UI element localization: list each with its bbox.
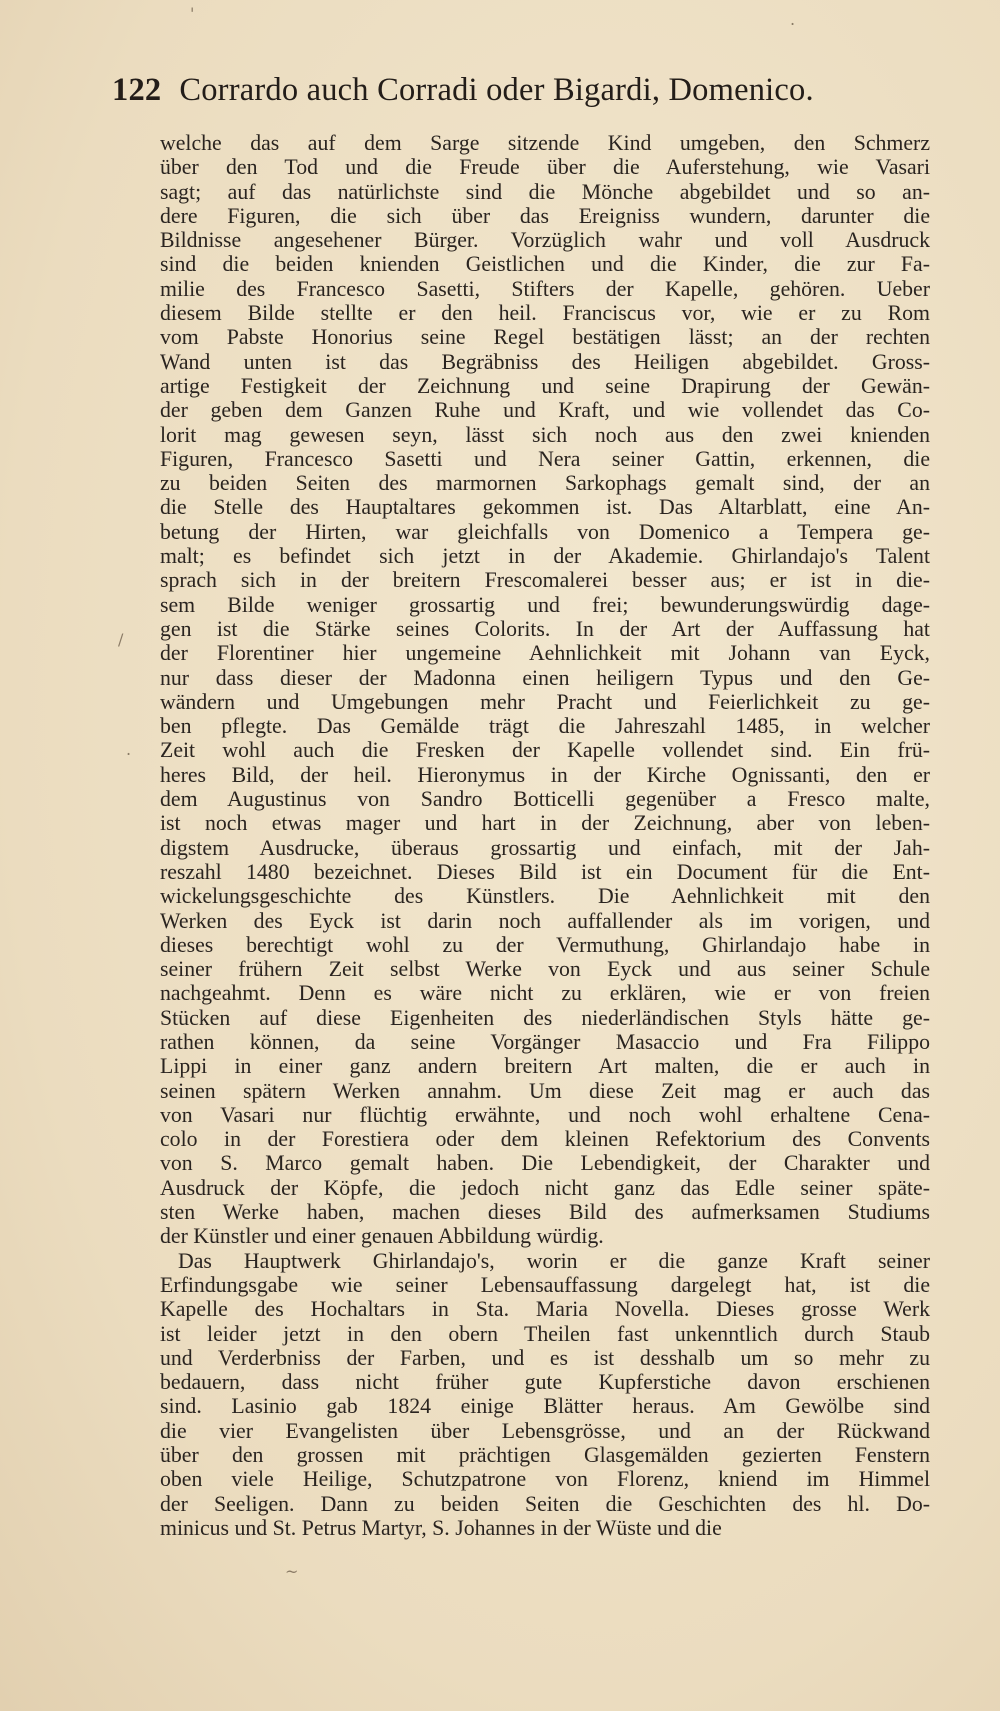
text-line: von S. Marco gemalt haben. Die Lebendigkeit, der Charakter und <box>160 1151 930 1176</box>
page-speck: ' <box>190 4 195 23</box>
text-line: sagt; auf das natürlichste sind die Mönche abgebildet und so an- <box>160 179 930 204</box>
text-line: sprach sich in der breitern Frescomalerei besser aus; er ist in die- <box>160 568 930 593</box>
text-line: sind. Lasinio gab 1824 einige Blätter heraus. Am Gewölbe sind <box>160 1394 930 1419</box>
page-speck: . <box>790 10 796 29</box>
body-text <box>160 131 930 1540</box>
text-line: ben pflegte. Das Gemälde trägt die Jahreszahl 1485, in welcher <box>160 714 930 739</box>
text-line: Stücken auf diese Eigenheiten des niederländischen Styls hätte ge- <box>160 1005 930 1030</box>
text-line: dieses berechtigt wohl zu der Vermuthung, Ghirlandajo habe in <box>160 932 930 957</box>
text-line: Kapelle des Hochaltars in Sta. Maria Novella. Dieses grosse Werk <box>160 1297 930 1322</box>
text-line: Wand unten ist das Begräbniss des Heiligen abgebildet. Gross- <box>160 349 930 374</box>
text-line: über den grossen mit prächtigen Glasgemälden gezierten Fenstern <box>160 1443 930 1468</box>
text-line: gen ist die Stärke seines Colorits. In der Art der Auffassung hat <box>160 616 930 641</box>
text-line: sind die beiden knienden Geistlichen und die Kinder, die zur Fa- <box>160 252 930 277</box>
text-line: betung der Hirten, war gleichfalls von Domenico a Tempera ge- <box>160 519 930 544</box>
text-line: der Seeligen. Dann zu beiden Seiten die Geschichten des hl. Do- <box>160 1491 930 1516</box>
text-line: heres Bild, der heil. Hieronymus in der Kirche Ognissanti, den er <box>160 762 930 787</box>
text-line: von Vasari nur flüchtig erwähnte, und noch wohl erhaltene Cena- <box>160 1102 930 1127</box>
text-line: Das Hauptwerk Ghirlandajo's, worin er die ganze Kraft seiner <box>178 1248 930 1273</box>
paragraph <box>160 1249 930 1541</box>
page-speck: . <box>126 740 132 759</box>
text-line: bedauern, dass nicht früher gute Kupferstiche davon erschienen <box>160 1370 930 1395</box>
text-line: Erfindungsgabe wie seiner Lebensauffassung dargelegt hat, ist die <box>160 1272 930 1297</box>
text-line: malt; es befindet sich jetzt in der Akademie. Ghirlandajo's Talent <box>160 544 930 569</box>
text-line: Lippi in einer ganz andern breitern Art malten, die er auch in <box>160 1054 930 1079</box>
text-line: rathen können, da seine Vorgänger Masaccio und Fra Filippo <box>160 1029 930 1054</box>
paragraph <box>160 131 930 1249</box>
text-line: digstem Ausdrucke, überaus grossartig und einfach, mit der Jah- <box>160 835 930 860</box>
text-line: dere Figuren, die sich über das Ereigniss wundern, darunter die <box>160 203 930 228</box>
text-line: minicus und St. Petrus Martyr, S. Johannes in der Wüste und die <box>160 1515 722 1540</box>
text-line: milie des Francesco Sasetti, Stifters der Kapelle, gehören. Ueber <box>160 276 930 301</box>
text-line: Zeit wohl auch die Fresken der Kapelle vollendet sind. Ein frü- <box>160 738 930 763</box>
text-line: nur dass dieser der Madonna einen heiligern Typus und den Ge- <box>160 665 930 690</box>
text-line: nachgeahmt. Denn es wäre nicht zu erklären, wie er von freien <box>160 981 930 1006</box>
running-title: Corrardo auch Corradi oder Bigardi, Domenico. <box>179 72 814 108</box>
text-line: der Florentiner hier ungemeine Aehnlichkeit mit Johann van Eyck, <box>160 641 930 666</box>
text-line: wickelungsgeschichte des Künstlers. Die Aehnlichkeit mit den <box>160 884 930 909</box>
text-line: ist noch etwas mager und hart in der Zeichnung, aber von leben- <box>160 811 930 836</box>
text-line: dem Augustinus von Sandro Botticelli gegenüber a Fresco malte, <box>160 787 930 812</box>
text-line: ist leider jetzt in den obern Theilen fast unkenntlich durch Staub <box>160 1321 930 1346</box>
text-line: die vier Evangelisten über Lebensgrösse, und an der Rückwand <box>160 1418 930 1443</box>
text-line: vom Pabste Honorius seine Regel bestätigen lässt; an der rechten <box>160 325 930 350</box>
running-header <box>112 70 952 110</box>
page-speck: ~ <box>285 1562 299 1581</box>
text-line: der Künstler und einer genauen Abbildung würdig. <box>160 1224 604 1249</box>
text-line: reszahl 1480 bezeichnet. Dieses Bild ist ein Document für die Ent- <box>160 859 930 884</box>
text-line: Werken des Eyck ist darin noch auffallender als im vorigen, und <box>160 908 930 933</box>
text-line: zu beiden Seiten des marmornen Sarkophags gemalt sind, der an <box>160 471 930 496</box>
text-line: artige Festigkeit der Zeichnung und seine Drapirung der Gewän- <box>160 373 930 398</box>
text-line: Bildnisse angesehener Bürger. Vorzüglich wahr und voll Ausdruck <box>160 228 930 253</box>
text-line: und Verderbniss der Farben, und es ist desshalb um so mehr zu <box>160 1345 930 1370</box>
text-line: über den Tod und die Freude über die Auferstehung, wie Vasari <box>160 155 930 180</box>
text-line: die Stelle des Hauptaltares gekommen ist. Das Altarblatt, eine An- <box>160 495 930 520</box>
text-line: seiner frühern Zeit selbst Werke von Eyck und aus seiner Schule <box>160 957 930 982</box>
text-line: seinen spätern Werken annahm. Um diese Zeit mag er auch das <box>160 1078 930 1103</box>
text-line: sten Werke haben, machen dieses Bild des aufmerksamen Studiums <box>160 1200 930 1225</box>
page-speck: / <box>118 630 124 649</box>
text-line: welche das auf dem Sarge sitzende Kind umgeben, den Schmerz <box>160 131 930 155</box>
text-line: lorit mag gewesen seyn, lässt sich noch aus den zwei knienden <box>160 422 930 447</box>
text-line: Ausdruck der Köpfe, die jedoch nicht ganz das Edle seiner späte- <box>160 1175 930 1200</box>
text-line: oben viele Heilige, Schutzpatrone von Florenz, kniend im Himmel <box>160 1467 930 1492</box>
text-line: diesem Bilde stellte er den heil. Franciscus vor, wie er zu Rom <box>160 301 930 326</box>
text-line: colo in der Forestiera oder dem kleinen Refektorium des Convents <box>160 1127 930 1152</box>
text-line: wändern und Umgebungen mehr Pracht und Feierlichkeit zu ge- <box>160 689 930 714</box>
text-line: sem Bilde weniger grossartig und frei; bewunderungswürdig dage- <box>160 592 930 617</box>
page-number: 122 <box>112 72 162 108</box>
text-line: Figuren, Francesco Sasetti und Nera seiner Gattin, erkennen, die <box>160 446 930 471</box>
text-line: der geben dem Ganzen Ruhe und Kraft, und wie vollendet das Co- <box>160 398 930 423</box>
